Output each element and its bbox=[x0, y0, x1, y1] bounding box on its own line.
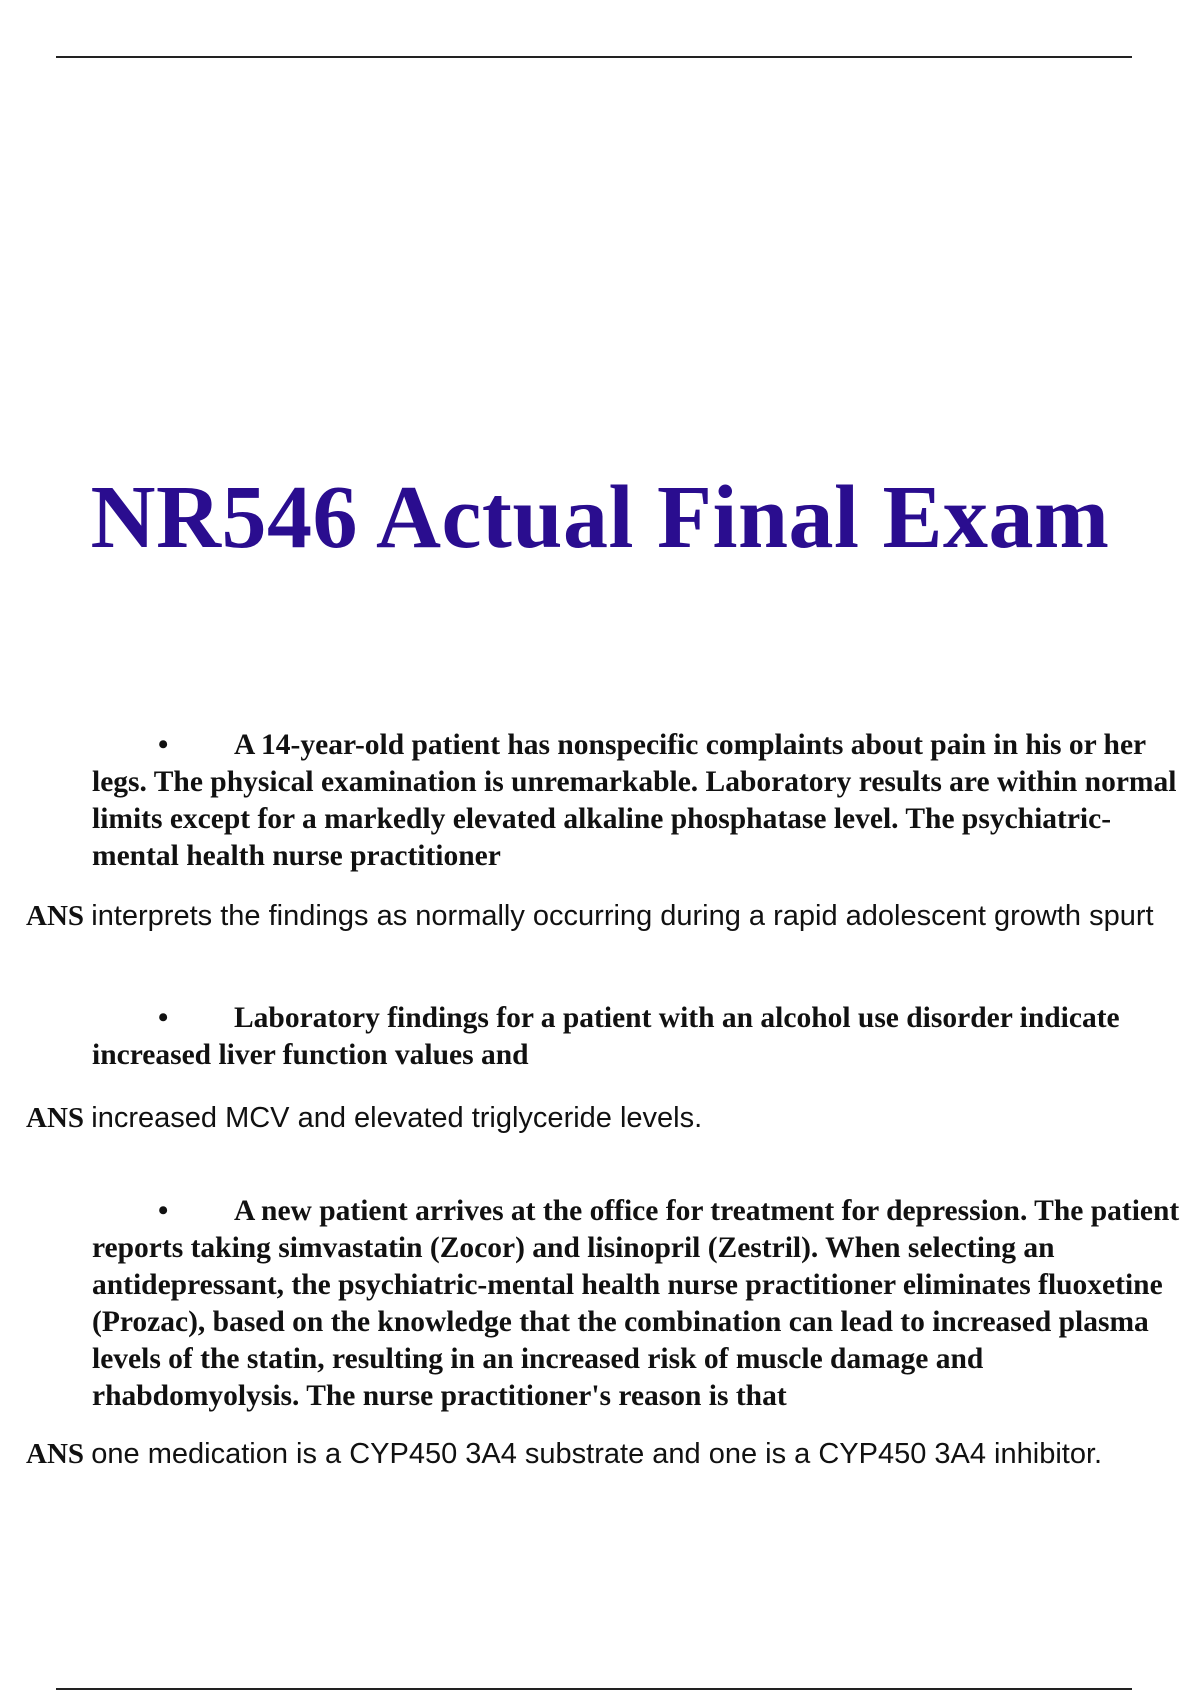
bottom-rule bbox=[56, 1688, 1132, 1690]
question-3 bbox=[92, 1193, 1182, 1415]
bullet-icon: • bbox=[158, 1002, 169, 1034]
answer-text: one medication is a CYP450 3A4 substrate and one is a CYP450 3A4 inhibitor. bbox=[91, 1438, 1103, 1470]
ans-label: ANS bbox=[26, 1102, 85, 1134]
bullet-icon: • bbox=[158, 1195, 169, 1227]
answer-1 bbox=[20, 898, 1190, 934]
question-1 bbox=[92, 727, 1182, 875]
ans-label: ANS bbox=[26, 1438, 85, 1470]
document-title: NR546 Actual Final Exam bbox=[90, 468, 1110, 567]
question-text: A new patient arrives at the office for treatment for depression. The patient reports taking simvastatin (Zocor) and lisinopril (Zestril). When selecting an antidepressant, the psychiatric-mental health nurse practitioner eliminates fluoxetine (Prozac), based on the knowledge that the combination can lead to increased plasma levels of the statin, resulting in an increased risk of muscle damage and rhabdomyolysis. The nurse practitioner's reason is that bbox=[92, 1195, 1180, 1412]
bullet-icon: • bbox=[158, 729, 169, 761]
answer-2 bbox=[20, 1100, 1190, 1136]
question-text: A 14-year-old patient has nonspecific complaints about pain in his or her legs. The physical examination is unremarkable. Laboratory results are within normal limits except for a markedly elevated alkaline phosphatase level. The psychiatric-mental health nurse practitioner bbox=[92, 729, 1177, 872]
top-rule bbox=[56, 56, 1132, 58]
question-text: Laboratory findings for a patient with an alcohol use disorder indicate increased liver function values and bbox=[92, 1002, 1120, 1071]
answer-text: interprets the findings as normally occurring during a rapid adolescent growth spurt bbox=[91, 900, 1154, 932]
answer-3 bbox=[20, 1436, 1190, 1472]
question-2 bbox=[92, 1000, 1182, 1074]
ans-label: ANS bbox=[26, 900, 85, 932]
answer-text: increased MCV and elevated triglyceride levels. bbox=[91, 1102, 703, 1134]
